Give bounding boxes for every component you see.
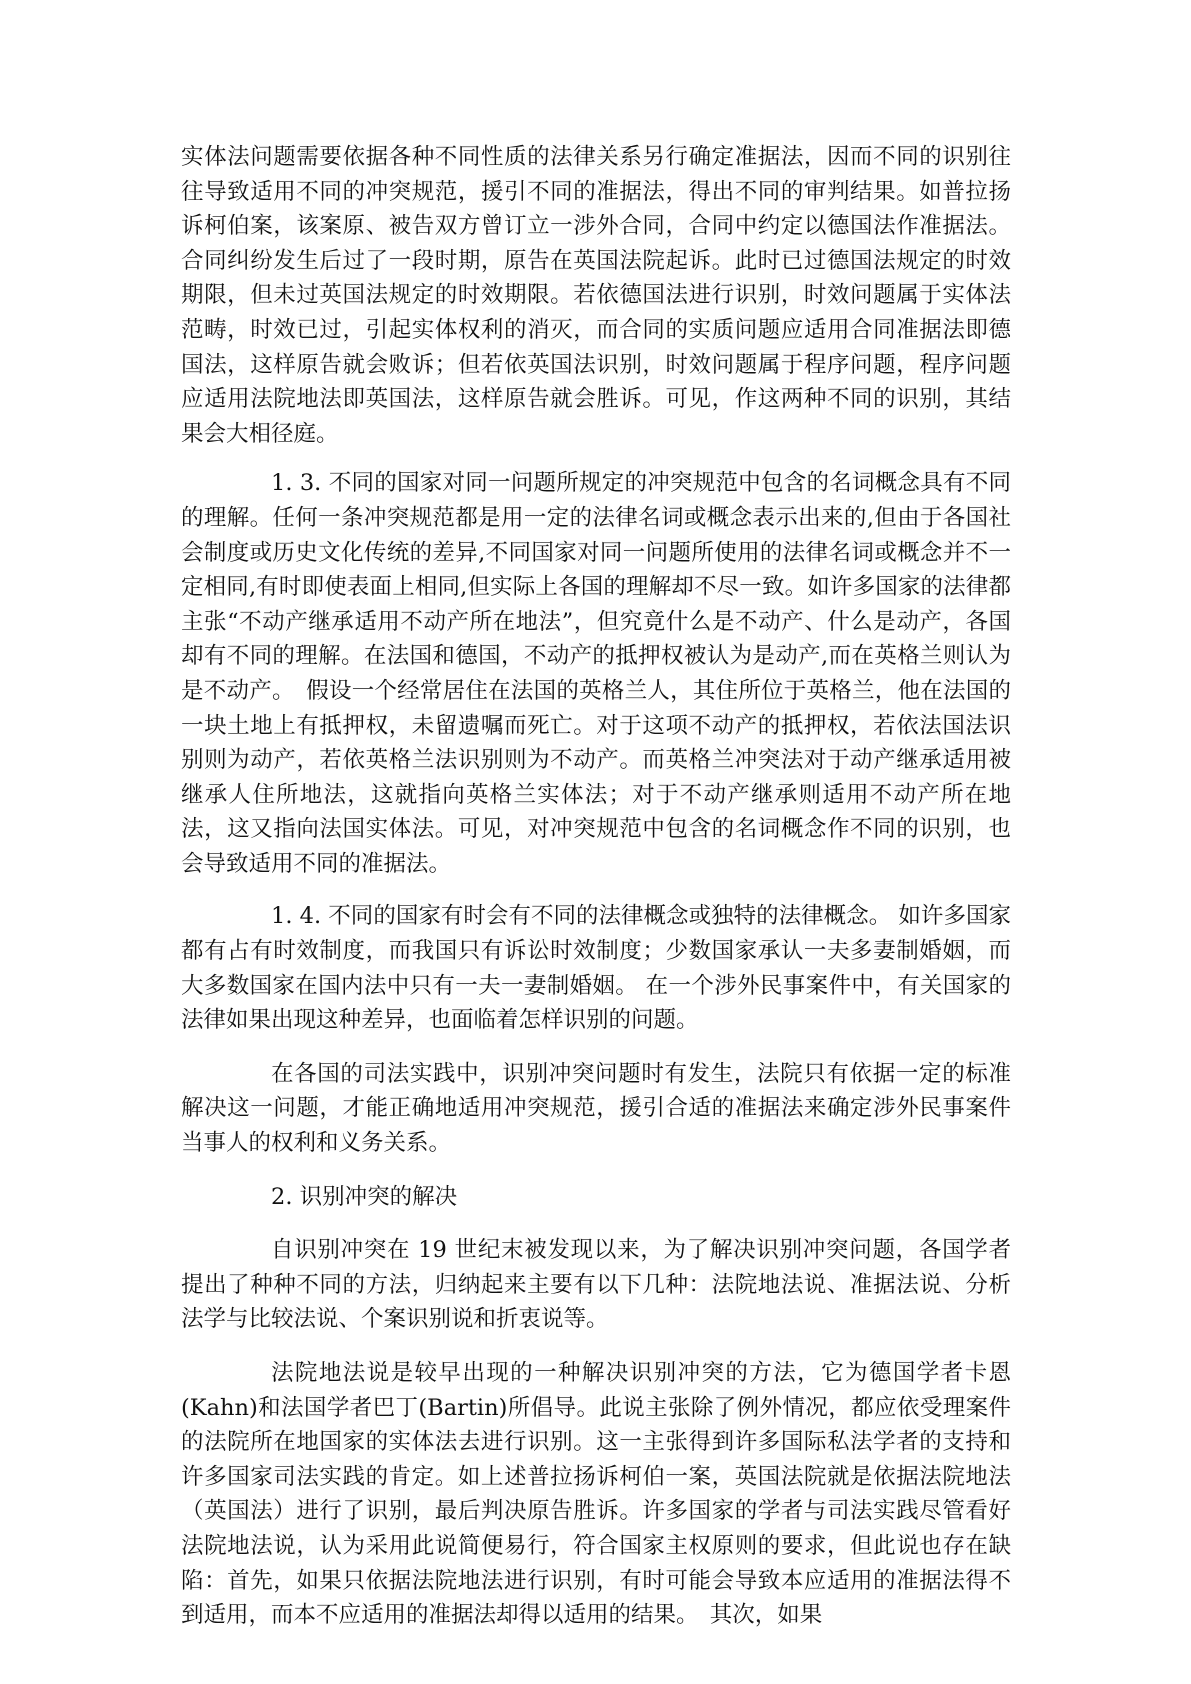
- paragraph-methods-overview: 自识别冲突在 19 世纪末被发现以来，为了解决识别冲突问题，各国学者提出了种种不同的方法，归纳起来主要有以下几种：法院地法说、准据法说、分析法学与比较法说、个案识别说和折衷说等。: [181, 1237, 1011, 1333]
- paragraph-1-3-concepts: 1. 3. 不同的国家对同一问题所规定的冲突规范中包含的名词概念具有不同的理解。任何一条冲突规范都是用一定的法律名词或概念表示出来的,但由于各国社会制度或历史文化传统的差异,不同国家对同一问题所使用的法律名词或概念并不一定相同,有时即使表面上相同,但实际上各国的理解却不尽一致。如许多国家的法律都主张“不动产继承适用不动产所在地法”，但究竟什么是不动产、什么是动产，各国却有不同的理解。在法国和德国，不动产的抵押权被认为是动产,而在英格兰则认为是不动产。 假设一个经常居住在法国的英格兰人，其住所位于英格兰，他在法国的一块土地上有抵押权，未留遗嘱而死亡。对于这项不动产的抵押权，若依法国法识别则为动产，若依英格兰法识别则为不动产。而英格兰冲突法对于动产继承适用被继承人住所地法，这就指向英格兰实体法；对于不动产继承则适用不动产所在地法，这又指向法国实体法。可见，对冲突规范中包含的名词概念作不同的识别，也会导致适用不同的准据法。: [181, 470, 1011, 877]
- paragraph-1-4-unique-concepts: 1. 4. 不同的国家有时会有不同的法律概念或独特的法律概念。 如许多国家都有占有时效制度，而我国只有诉讼时效制度；少数国家承认一夫多妻制婚姻，而大多数国家在国内法中只有一夫一妻制婚姻。 在一个涉外民事案件中，有关国家的法律如果出现这种差异，也面临着怎样识别的问题。: [181, 903, 1011, 1034]
- section-heading-resolution: 2. 识别冲突的解决: [271, 1183, 458, 1210]
- paragraph-judicial-practice: 在各国的司法实践中，识别冲突问题时有发生，法院只有依据一定的标准解决这一问题，才能正确地适用冲突规范，援引合适的准据法来确定涉外民事案件当事人的权利和义务关系。: [181, 1060, 1011, 1157]
- document-page: [181, 140, 1011, 1633]
- paragraph-limitation-case: 实体法问题需要依据各种不同性质的法律关系另行确定准据法，因而不同的识别往往导致适用不同的冲突规范，援引不同的准据法，得出不同的审判结果。如普拉扬诉柯伯案，该案原、被告双方曾订立一涉外合同，合同中约定以德国法作准据法。合同纠纷发生后过了一段时期，原告在英国法院起诉。此时已过德国法规定的时效期限，但未过英国法规定的时效期限。若依德国法进行识别，时效问题属于实体法范畴，时效已过，引起实体权利的消灭，而合同的实质问题应适用合同准据法即德国法，这样原告就会败诉；但若依英国法识别，时效问题属于程序问题，程序问题应适用法院地法即英国法，这样原告就会胜诉。可见，作这两种不同的识别，其结果会大相径庭。: [181, 144, 1011, 447]
- paragraph-lex-fori-theory: 法院地法说是较早出现的一种解决识别冲突的方法，它为德国学者卡恩(Kahn)和法国学者巴丁(Bartin)所倡导。此说主张除了例外情况，都应依受理案件的法院所在地国家的实体法去进行识别。这一主张得到许多国际私法学者的支持和许多国家司法实践的肯定。如上述普拉扬诉柯伯一案，英国法院就是依据法院地法（英国法）进行了识别，最后判决原告胜诉。许多国家的学者与司法实践尽管看好法院地法说，认为采用此说简便易行，符合国家主权原则的要求，但此说也存在缺陷：首先，如果只依据法院地法进行识别，有时可能会导致本应适用的准据法得不到适用，而本不应适用的准据法却得以适用的结果。 其次，如果: [181, 1360, 1011, 1629]
